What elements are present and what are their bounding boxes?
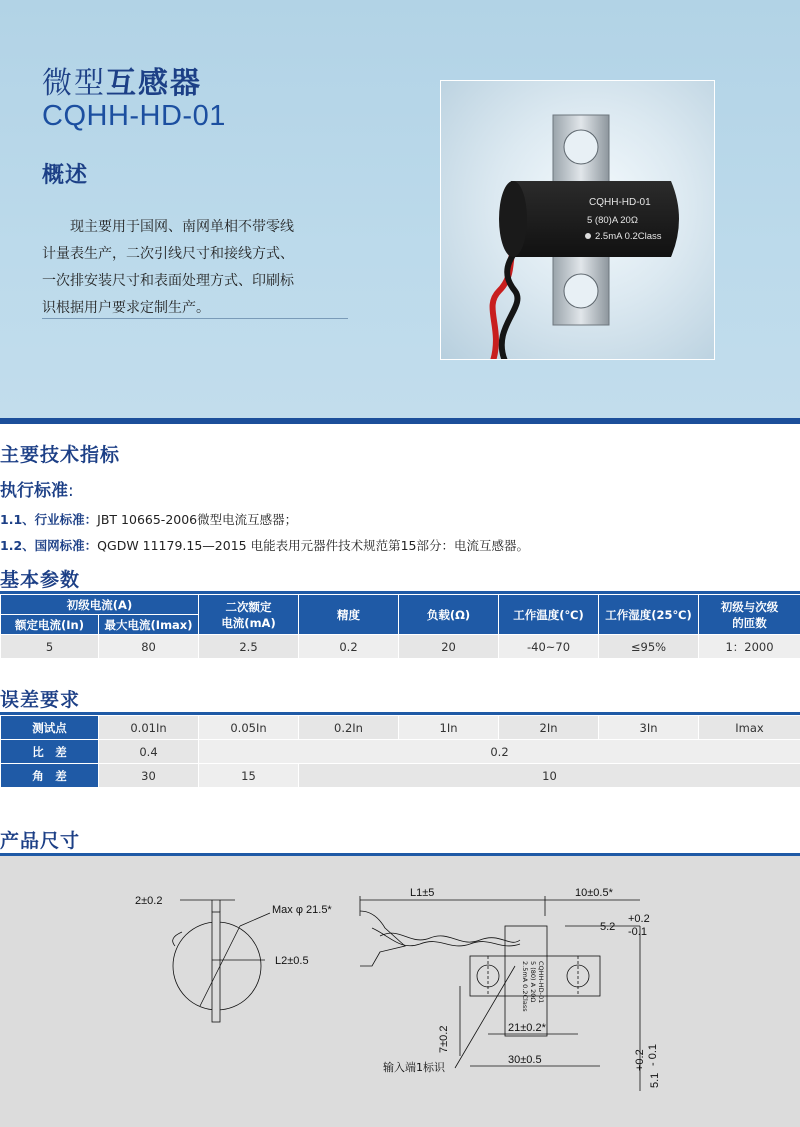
cell-turns-ratio: 1：2000: [699, 635, 800, 659]
part-label-3: 2.5mA 0.2Class: [521, 961, 529, 1012]
ratio-error-1: 0.2: [199, 740, 800, 764]
dimension-drawing-svg: [0, 856, 800, 1127]
header-primary-current: 初级电流(A): [1, 595, 199, 615]
header-work-humidity: 工作湿度(25℃): [599, 595, 699, 635]
dimension-drawing: [0, 856, 800, 1127]
row-label-angle-error: 角 差: [1, 764, 99, 788]
part-label-1: CQHH-HD-01: [537, 961, 545, 1004]
cell-secondary-current: 2.5: [199, 635, 299, 659]
overview-heading: 概述: [42, 163, 89, 188]
cell-load: 20: [399, 635, 499, 659]
input-terminal-label: 输入端1标识: [383, 1061, 445, 1074]
basic-params-table: [0, 594, 800, 659]
dim-5-2: 5.2: [600, 921, 616, 933]
test-point-0: 0.01In: [99, 716, 199, 740]
header-load: 负载(Ω): [399, 595, 499, 635]
dim-7: 7±0.2: [438, 1025, 450, 1053]
dim-l2: L2±0.5: [275, 955, 309, 967]
angle-error-2: 10: [299, 764, 800, 788]
test-point-4: 2In: [499, 716, 599, 740]
dim-5-2-tol-dn: -0.1: [628, 926, 647, 938]
basic-heading: 基本参数: [0, 569, 81, 591]
test-point-6: Imax: [699, 716, 800, 740]
dim-max-diameter: Max φ 21.5*: [272, 904, 332, 916]
part-label-2: 5 (80) A 20Ω: [529, 961, 537, 1003]
hero-divider: [0, 418, 800, 424]
cell-max-current: 80: [99, 635, 199, 659]
test-point-3: 1In: [399, 716, 499, 740]
current-transformer-illustration: [441, 81, 715, 360]
angle-error-0: 30: [99, 764, 199, 788]
test-point-2: 0.2In: [299, 716, 399, 740]
standards-heading: 执行标准:: [0, 481, 74, 501]
angle-error-1: 15: [199, 764, 299, 788]
dim-5-1-tol-up: +0.2: [634, 1049, 646, 1071]
cell-work-temp: -40~70: [499, 635, 599, 659]
photo-label-rating: 5 (80)A 20Ω: [587, 215, 638, 226]
dim-10: 10±0.5*: [575, 887, 613, 899]
table-row: [1, 716, 800, 740]
photo-label-class: 2.5mA 0.2Class: [595, 231, 662, 242]
table-row: [1, 764, 800, 788]
header-rated-current: 额定电流(In): [1, 615, 99, 635]
header-max-current: 最大电流(Imax): [99, 615, 199, 635]
header-secondary-current: 二次额定 电流(mA): [199, 595, 299, 635]
dim-l1: L1±5: [410, 887, 435, 899]
cell-accuracy: 0.2: [299, 635, 399, 659]
dim-5-1: 5.1: [649, 1072, 661, 1088]
cell-rated-current: 5: [1, 635, 99, 659]
row-label-ratio-error: 比 差: [1, 740, 99, 764]
dim-30: 30±0.5: [508, 1054, 542, 1066]
header-turns-ratio: 初级与次级 的匝数: [699, 595, 800, 635]
photo-label-model: CQHH-HD-01: [589, 197, 651, 208]
product-photo: [440, 80, 715, 360]
standard-item-1: 1.1、行业标准：JBT 10665-2006微型电流互感器；: [0, 512, 298, 527]
product-title: 微型互感器: [42, 66, 202, 101]
test-point-5: 3In: [599, 716, 699, 740]
header-accuracy: 精度: [299, 595, 399, 635]
dim-21: 21±0.2*: [508, 1022, 546, 1034]
dim-2: 2±0.2: [135, 895, 163, 907]
test-point-1: 0.05In: [199, 716, 299, 740]
row-label-test-point: 测试点: [1, 716, 99, 740]
overview-divider: [42, 318, 348, 319]
table-row: [1, 740, 800, 764]
size-heading: 产品尺寸: [0, 830, 81, 852]
dim-5-1-tol-dn: - 0.1: [647, 1043, 659, 1066]
standard-item-2: 1.2、国网标准：QGDW 11179.15—2015 电能表用元器件技术规范第15部分：电流互感器。: [0, 538, 529, 553]
product-model: CQHH-HD-01: [42, 100, 226, 132]
cell-work-humidity: ≤95%: [599, 635, 699, 659]
overview-paragraph: 现主要用于国网、南网单相不带零线 计量表生产，二次引线尺寸和接线方式、 一次排安装尺寸和表面处理方式、印刷标 识根据用户要求定制生产。: [42, 219, 294, 316]
dim-5-2-tol-up: +0.2: [628, 913, 650, 925]
error-table: [0, 715, 800, 788]
tech-heading: 主要技术指标: [0, 444, 121, 466]
error-heading: 误差要求: [0, 689, 81, 711]
header-work-temp: 工作温度(℃): [499, 595, 599, 635]
hero-section: [0, 0, 800, 418]
ratio-error-0: 0.4: [99, 740, 199, 764]
table-row: [1, 635, 800, 659]
